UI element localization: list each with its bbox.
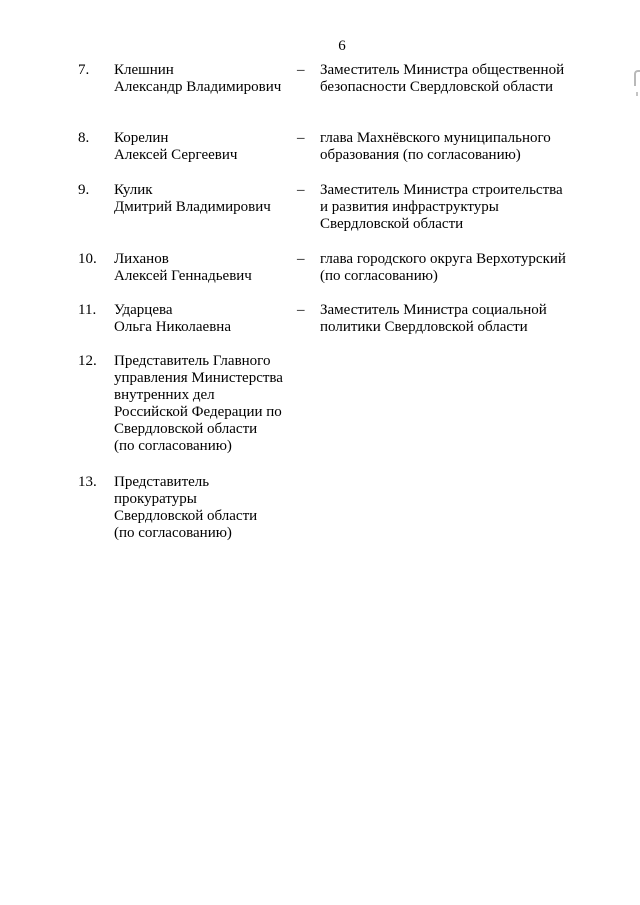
page-edge-mark: [634, 70, 640, 86]
item-number: 10.: [78, 251, 97, 267]
item-number: 8.: [78, 130, 90, 146]
member-name: Представитель прокуратуры Свердловской области (по согласованию): [114, 474, 258, 541]
member-role: Заместитель Министра общественной безопасности Свердловской области: [320, 62, 565, 95]
page-edge-mark-small: [636, 92, 638, 96]
member-role: глава городского округа Верхотурский (по согласованию): [320, 251, 566, 284]
dash-separator: –: [297, 62, 305, 78]
page-number: 6: [338, 38, 346, 54]
member-name: Представитель Главного управления Министерства внутренних дел Российской Федерации по Свердловской области (по согласованию): [114, 353, 283, 454]
member-name: Корелин Алексей Сергеевич: [114, 130, 238, 163]
item-number: 7.: [78, 62, 90, 78]
item-number: 13.: [78, 474, 97, 490]
dash-separator: –: [297, 182, 305, 198]
item-number: 11.: [78, 302, 97, 318]
item-number: 9.: [78, 182, 90, 198]
dash-separator: –: [297, 302, 305, 318]
dash-separator: –: [297, 251, 305, 267]
member-role: Заместитель Министра социальной политики Свердловской области: [320, 302, 547, 335]
member-name: Клешнин Александр Владимирович: [114, 62, 282, 95]
member-name: Лиханов Алексей Геннадьевич: [114, 251, 252, 284]
member-role: глава Махнёвского муниципального образования (по согласованию): [320, 130, 551, 163]
item-number: 12.: [78, 353, 97, 369]
member-role: Заместитель Министра строительства и развития инфраструктуры Свердловской области: [320, 182, 563, 232]
dash-separator: –: [297, 130, 305, 146]
member-name: Кулик Дмитрий Владимирович: [114, 182, 271, 215]
member-name: Ударцева Ольга Николаевна: [114, 302, 231, 335]
